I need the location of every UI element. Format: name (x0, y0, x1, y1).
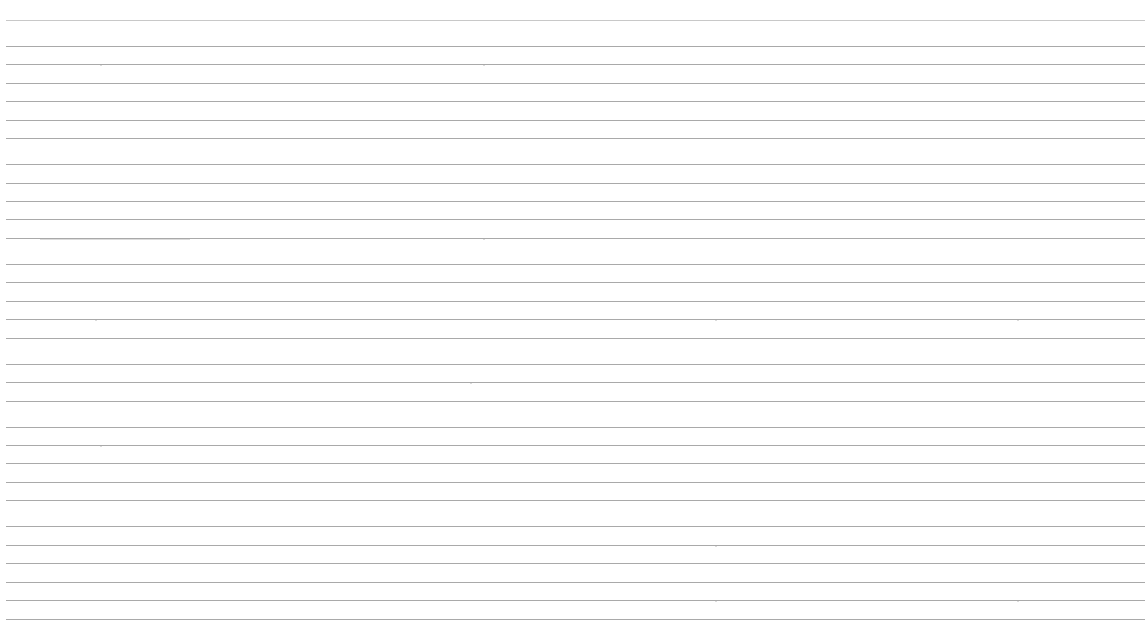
row-divider (6, 46, 1145, 47)
row-divider (6, 83, 1145, 84)
column-tick (483, 239, 485, 240)
column-tick (715, 601, 717, 602)
row-divider (6, 183, 1145, 184)
row-divider (6, 526, 1145, 527)
row-divider (6, 201, 1145, 202)
column-tick (715, 546, 717, 547)
column-tick (100, 446, 102, 447)
column-tick (1017, 601, 1019, 602)
row-divider (6, 364, 1145, 365)
row-divider (6, 301, 1145, 302)
row-divider (6, 500, 1145, 501)
column-tick (1017, 320, 1019, 321)
row-divider (6, 264, 1145, 265)
row-divider (6, 282, 1145, 283)
column-tick (95, 320, 97, 321)
row-divider (6, 563, 1145, 564)
row-divider (6, 545, 1145, 546)
column-tick (483, 65, 485, 66)
table-top-border (6, 20, 1145, 21)
row-divider (6, 401, 1145, 402)
row-divider (6, 319, 1145, 320)
row-divider (6, 101, 1145, 102)
row-divider (6, 338, 1145, 339)
table-bottom-border (6, 619, 1145, 620)
row-divider (6, 427, 1145, 428)
row-divider (6, 445, 1145, 446)
column-tick (715, 320, 717, 321)
column-tick (100, 65, 102, 66)
column-tick (470, 383, 472, 384)
row-divider (6, 138, 1145, 139)
row-divider (6, 600, 1145, 601)
row-divider (6, 219, 1145, 220)
row-divider (6, 120, 1145, 121)
row-divider (6, 64, 1145, 65)
row-divider (6, 582, 1145, 583)
column-tick (40, 239, 190, 240)
row-divider (6, 463, 1145, 464)
row-divider (6, 482, 1145, 483)
row-divider (6, 382, 1145, 383)
row-divider (6, 164, 1145, 165)
